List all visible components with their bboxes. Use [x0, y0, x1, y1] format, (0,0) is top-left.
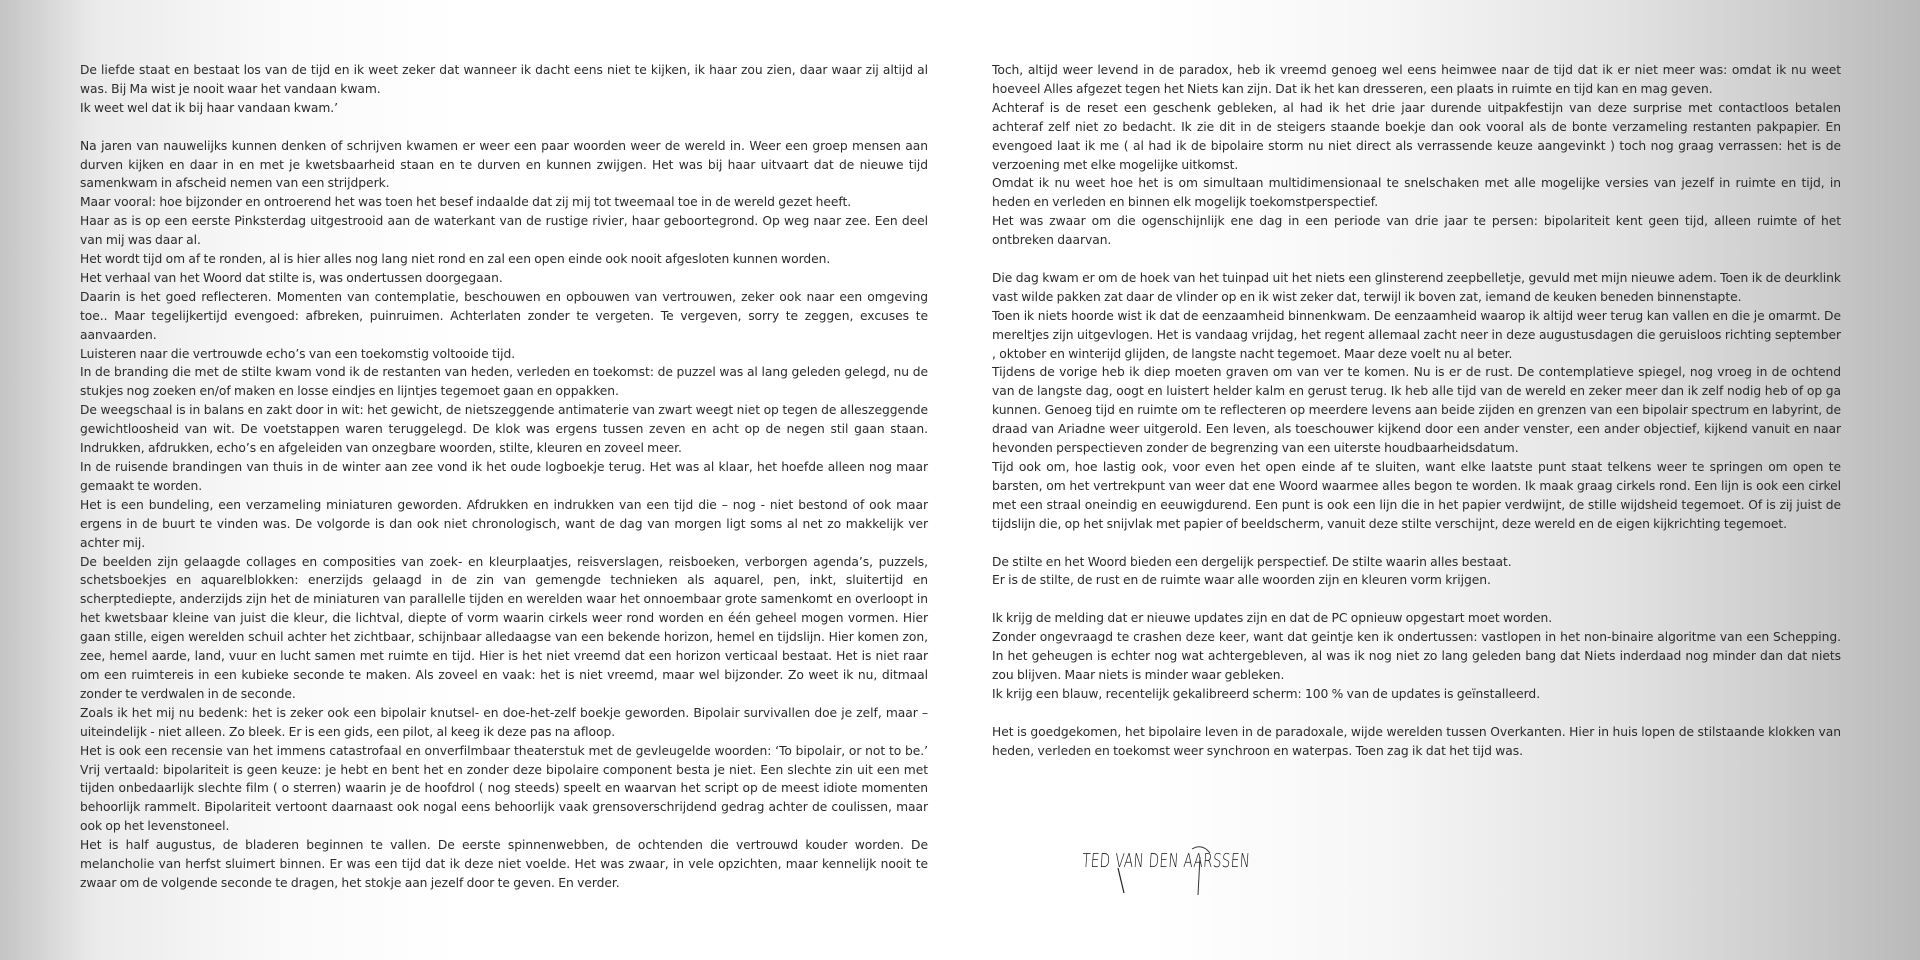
text-paragraph: Zoals ik het mij nu bedenk: het is zeker ook een bipolair knutsel- en doe-het-zelf boekje geworden. Bipolair survivallen doe je zelf, maar – uiteindelijk - niet alleen. Zo bleek. Er is een gids, een pilot, al keeg ik deze pas na afloop. [80, 705, 928, 739]
text-paragraph: De beelden zijn gelaagde collages en composities van zoek- en kleurplaatjes, reisverslagen, reisboeken, verborgen agenda’s, puzzels, schetsboekjes en aquarelblokken: enerzijds gelaagd in de zin van gemengde technieken als aquarel, pen, inkt, sluitertijd en scherptediepte, anderzijds zijn het de miniaturen van parallelle tijden en werelden waar het onnoembaar grote samenkomt en overloopt in het kwetsbaar kleine van juist die kleur, die lichtval, diepte of vorm waarin cirkels weer rond worden en één geheel mogen vormen. Hier gaan stille, eigen werelden schuil achter het zichtbaar, schijnbaar alledaagse van een bekende horizon, hemel en tijdslijn. Hier komen zon, zee, hemel aarde, land, vuur en lucht samen met ruimte en tijd. Hier is het niet vreemd dat een horizon verticaal bestaat. Het is niet raar om een ruimtereis in een kubieke seconde te maken. Als zoveel en vaak: het is niet vreemd, maar wel bijzonder. Zo weet ik nu, ditmaal zonder te verdwalen in de seconde. [80, 554, 928, 701]
signature-graphic [1080, 835, 1319, 905]
text-paragraph: De stilte en het Woord bieden een dergelijk perspectief. De stilte waarin alles bestaat. [992, 554, 1512, 569]
text-paragraph: Maar vooral: hoe bijzonder en ontroerend het was toen het besef indaalde dat zij mij tot tweemaal toe in de wereld gezet heeft. [80, 195, 852, 210]
right-text-column [992, 61, 1841, 760]
text-paragraph: Tijd ook om, hoe lastig ook, voor even het open einde af te sluiten, want elke laatste punt staat telkens weer te springen om open te barsten, om het vertrekpunt van weer dat ene Woord waarmee alles begon te worden. Ik maak graag cirkels rond. Een lijn is ook een cirkel met een straal oneindig en eeuwigdurend. Een punt is ook een lijn die in het papier verdwijnt, de stille wijdsheid tegemoet. Of is zij juist de tijdslijn die, op het snijvlak met papier of beeldscherm, vanuit deze stilte verschijnt, deze wereld en de eigen kijkrichting tegemoet. [992, 460, 1841, 531]
text-paragraph: De liefde staat en bestaat los van de tijd en ik weet zeker dat wanneer ik dacht eens niet te kijken, ik haar zou zien, daar waar zij altijd al was. Bij Ma wist je nooit waar het vandaan kwam. [80, 63, 928, 96]
text-paragraph: Na jaren van nauwelijks kunnen denken of schrijven kwamen er weer een paar woorden weer de wereld in. Weer een groep mensen aan durven kijken en daar in en met je kwetsbaarheid staan en te durven en kunnen zwijgen. Het was bij haar uitvaart dat de nieuwe tijd samenkwam in afscheid nemen van een strijdperk. [80, 138, 928, 191]
text-paragraph: Het is half augustus, de bladeren beginnen te vallen. De eerste spinnenwebben, de ochtenden die vertrouwd kouder worden. De melancholie van herfst sluimert binnen. Er was een tijd dat ik deze niet voelde. Het was zwaar, in vele opzichten, maar kennelijk nooit te zwaar om de volgende seconde te dragen, het stokje aan jezelf door te geven. En verder. [80, 838, 928, 890]
text-paragraph: Luisteren naar die vertrouwde echo’s van een toekomstig voltooide tijd. [80, 346, 516, 361]
paragraph-spacer [992, 250, 1841, 269]
paragraph-spacer [992, 534, 1841, 553]
text-paragraph: Daarin is het goed reflecteren. Momenten van contemplatie, beschouwen en opbouwen van vertrouwen, zeker ook naar een omgeving toe.. Maar tegelijkertijd evengoed: afbreken, puinruimen. Achterlaten zonder te vergeten. Te vergeven, sorry te zeggen, excuses te aanvaarden. [80, 289, 928, 342]
author-signature [1080, 835, 1319, 905]
text-paragraph: Er is de stilte, de rust en de ruimte waar alle woorden zijn en kleuren vorm krijgen. [992, 573, 1491, 588]
paragraph-spacer [992, 590, 1841, 609]
signature-text: TED VAN DEN AARSSEN [1081, 850, 1319, 872]
text-paragraph: Ik krijg de melding dat er nieuwe updates zijn en dat de PC opnieuw opgestart moet worden. [992, 611, 1553, 626]
text-paragraph: Ik krijg een blauw, recentelijk gekalibreerd scherm: 100 % van de updates is geïnstalleerd. [992, 686, 1541, 701]
text-paragraph: Het is ook een recensie van het immens catastrofaal en onverfilmbaar theaterstuk met de gevleugelde woorden: ‘To bipolair, or not to be.’ Vrij vertaald: bipolariteit is geen keuze: je hebt en bent het en zonder deze bipolaire component besta je niet. Een slechte zin uit een met tijden onbedaarlijk slechte film ( o sterren) waarin je de hoofdrol ( nog steeds) speelt en waarvan het script op de meest idiote momenten behoorlijk rammelt. Bipolariteit vertoont daarnaast ook nogal eens behoorlijk vaak grensoverschrijdend gedrag achter de coulissen, maar ook op het levenstoneel. [80, 743, 928, 834]
left-text-column [80, 61, 928, 893]
text-paragraph: Het verhaal van het Woord dat stilte is, was ondertussen doorgegaan. [80, 270, 503, 285]
text-paragraph: Het wordt tijd om af te ronden, al is hier alles nog lang niet rond en zal een open einde ook nooit afgesloten kunnen worden. [80, 252, 831, 267]
text-paragraph: Het is goedgekomen, het bipolaire leven in de paradoxale, wijde werelden tussen Overkanten. Hier in huis lopen de stilstaande klokken van heden, verleden en toekomst weer synchroon en waterpas. Toen zag ik dat het tijd was. [992, 724, 1841, 758]
text-paragraph: De weegschaal is in balans en zakt door in wit: het gewicht, de nietszeggende antimaterie van zwart weegt niet op tegen de alleszeggende gewichtloosheid van wit. De voetstappen waren teruggelegd. De klok was ergens tussen zeven en acht op de negen stil gaan staan. Indrukken, afdrukken, echo’s en afgeleiden van onzegbare woorden, stilte, kleuren en zoveel meer. [80, 403, 928, 456]
text-paragraph: Toch, altijd weer levend in de paradox, heb ik vreemd genoeg wel eens heimwee naar de tijd dat ik er niet meer was: omdat ik nu weet hoeveel Alles afgezet tegen het Niets kan zijn. Dat ik het kan dresseren, een plaats in ruimte en tijd kan en mag geven. [992, 63, 1841, 96]
text-paragraph: Zonder ongevraagd te crashen deze keer, want dat geintje ken ik ondertussen: vastlopen in het non-binaire algoritme van een Schepping. In het geheugen is echter nog wat achtergebleven, al was ik nog niet zo lang geleden bang dat Niets inderdaad nog minder dan dat niets zou blijven. Maar niets is minder waar gebleken. [992, 630, 1841, 682]
text-paragraph: In de ruisende brandingen van thuis in de winter aan zee vond ik het oude logboekje terug. Het was al klaar, het hoefde alleen nog maar gemaakt te worden. [80, 460, 928, 493]
paragraph-spacer [992, 704, 1841, 723]
text-paragraph: Tijdens de vorige heb ik diep moeten graven om van ver te komen. Nu is er de rust. De contemplatieve spiegel, nog vroeg in de ochtend van de langste dag, oogt en luistert helder kalm en gerust terug. Ik heb alle tijd van de wereld en zeker meer dan ik zelf nodig heb of op ga kunnen. Genoeg tijd en ruimte om te reflecteren op meerdere levens aan beide zijden en grenzen van een bipolair spectrum en labyrint, de draad van Ariadne weer uitgerold. Een leven, als toeschouwer kijkend door een ander venster, een ander objectief, kijkend vanuit en naar hevonden perspectieven zonder de begrenzing van een uiterste houdbaarheidsdatum. [992, 365, 1841, 456]
paragraph-spacer [80, 118, 928, 137]
text-paragraph: Haar as is op een eerste Pinksterdag uitgestrooid aan de waterkant van de rustige rivier, haar geboortegrond. Op weg naar zee. Een deel van mij was daar al. [80, 214, 928, 248]
text-paragraph: Het was zwaar om die ogenschijnlijk ene dag in een periode van drie jaar te persen: bipolariteit kent geen tijd, alleen ruimte of het ontbreken daarvan. [992, 214, 1841, 248]
text-paragraph: In de branding die met de stilte kwam vond ik de restanten van heden, verleden en toekomst: de puzzel was al lang geleden gelegd, nu de stukjes nog zoeken en/of maken en losse eindjes en lijntjes tegemoet gaan en oppakken. [80, 365, 928, 399]
text-paragraph: Omdat ik nu weet hoe het is om simultaan multidimensionaal te snelschaken met alle mogelijke versies van jezelf in ruimte en tijd, in heden en verleden en binnen elk mogelijk toekomstperspectief. [992, 176, 1841, 210]
text-paragraph: Achteraf is de reset een geschenk gebleken, al had ik het drie jaar durende uitpakfestijn van deze surprise met contactloos betalen achteraf zelf niet zo bedacht. Ik zie dit in de steigers staande boekje dan ook vooral als de bonte verzameling restanten pakpapier. En evengoed laat ik me ( al had ik de bipolaire storm nu niet direct als verrassende keuze aangevinkt ) toch nog graag verrassen: het is de verzoening met elke mogelijke uitkomst. [992, 100, 1841, 172]
text-paragraph: Die dag kwam er om de hoek van het tuinpad uit het niets een glinsterend zeepbelletje, gevuld met mijn nieuwe adem. Toen ik de deurklink vast wilde pakken zat daar de vlinder op en ik wist zeker dat, terwijl ik boven zat, iemand de keuken beneden binnenstapte. [992, 270, 1841, 304]
text-paragraph: Het is een bundeling, een verzameling miniaturen geworden. Afdrukken en indrukken van een tijd die – nog - niet bestond of ook maar ergens in de buurt te vinden was. De volgorde is dan ook niet chronologisch, want de dag van morgen ligt soms al net zo makkelijk ver achter mij. [80, 497, 928, 550]
text-paragraph: Ik weet wel dat ik bij haar vandaan kwam.’ [80, 100, 339, 115]
text-paragraph: Toen ik niets hoorde wist ik dat de eenzaamheid binnenkwam. De eenzaamheid waarop ik altijd weer terug kan vallen en die je omarmt. De mereltjes zijn uitgevlogen. Het is vandaag vrijdag, het regent allemaal zacht neer in deze augustusdagen die geruisloos richting september , oktober en winterijd glijden, de langste nacht tegemoet. Maar deze voelt nu al beter. [992, 308, 1841, 361]
